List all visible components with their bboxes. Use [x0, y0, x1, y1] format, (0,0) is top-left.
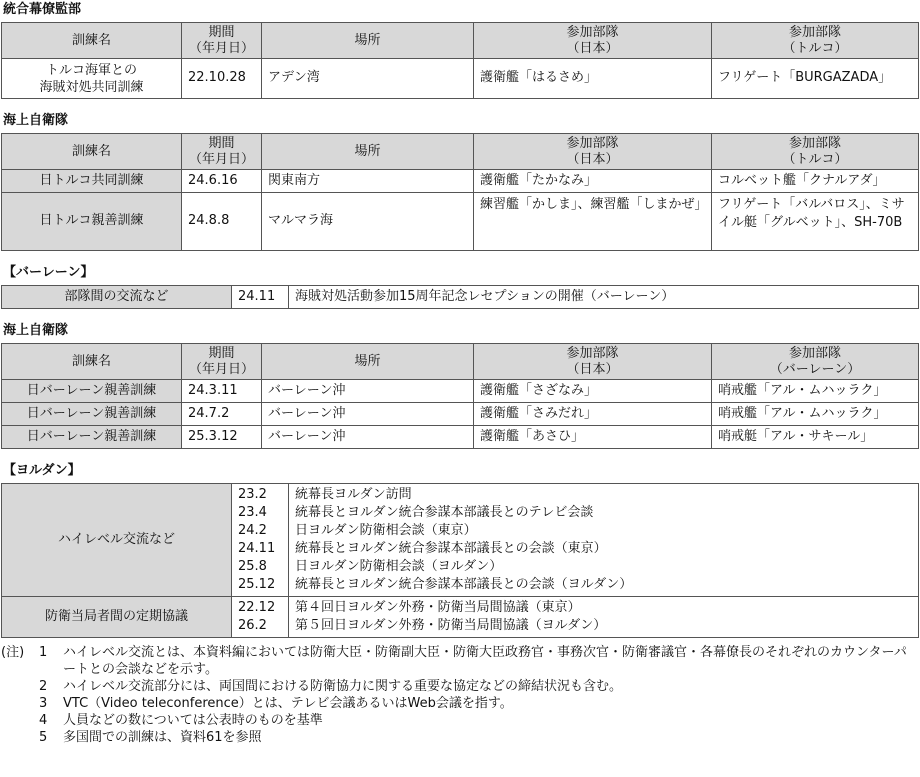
notes-head: (注)	[1, 645, 25, 660]
header-period: 期間 （年月日）	[182, 344, 262, 380]
note-text: VTC（Video teleconference）とは、テレビ会議あるいはWeb会議を指す。	[63, 696, 513, 711]
training-place: マルマラ海	[262, 193, 474, 251]
exchange-date: 25.8	[238, 559, 267, 574]
note-text: 人員などの数については公表時のものを基準	[63, 713, 323, 728]
section-title-bahrain: 【バーレーン】	[3, 265, 94, 280]
unit-partner: コルベット艦「クナルアダ」	[712, 170, 919, 193]
header-training-name: 訓練名	[2, 23, 182, 59]
section-title-joint-staff: 統合幕僚監部	[3, 2, 82, 17]
training-place: バーレーン沖	[262, 403, 474, 426]
training-date: 22.10.28	[182, 59, 262, 99]
table-row	[2, 59, 919, 99]
section-title-msdf-bahrain: 海上自衛隊	[3, 323, 69, 338]
header-training-name: 訓練名	[2, 344, 182, 380]
table-bahrain-exchange	[1, 285, 919, 309]
table-row	[2, 193, 919, 251]
note-number: 5	[39, 730, 48, 745]
header-unit-japan: 参加部隊 （日本）	[474, 23, 712, 59]
note-text: ハイレベル交流部分には、両国間における防衛協力に関する重要な協定などの締結状況も含む。	[63, 679, 623, 694]
exchange-text: 統幕長ヨルダン訪問	[295, 487, 412, 502]
table-row	[2, 426, 919, 449]
table-row	[2, 170, 919, 193]
note-item	[1, 695, 919, 712]
unit-partner: 哨戒艇「アル・サキール」	[712, 426, 919, 449]
training-date: 24.7.2	[182, 403, 262, 426]
table-turkey-msdf	[1, 133, 919, 251]
exchange-date: 23.4	[238, 505, 267, 520]
exchange-date: 26.2	[238, 618, 267, 633]
exchange-date: 24.11	[238, 541, 276, 556]
section-title-msdf-turkey: 海上自衛隊	[3, 113, 69, 128]
exchange-texts	[289, 597, 919, 638]
note-item	[1, 712, 919, 729]
note-number: 3	[39, 696, 48, 711]
exchange-text: 統幕長とヨルダン統合参謀本部議長とのテレビ会談	[295, 505, 594, 520]
table-row	[2, 484, 919, 597]
training-place: バーレーン沖	[262, 380, 474, 403]
unit-partner: 哨戒艦「アル・ムハッラク」	[712, 403, 919, 426]
exchange-text: 日ヨルダン防衛相会談（東京）	[295, 523, 477, 538]
training-name: 日バーレーン親善訓練	[2, 426, 182, 449]
unit-japan: 護衛艦「さざなみ」	[474, 380, 712, 403]
exchange-date: 24.11	[232, 286, 289, 309]
table-bahrain-msdf	[1, 343, 919, 449]
table-row	[2, 403, 919, 426]
training-date: 24.6.16	[182, 170, 262, 193]
note-item	[1, 644, 919, 678]
unit-japan: 護衛艦「はるさめ」	[474, 59, 712, 99]
training-name: トルコ海軍との 海賊対処共同訓練	[2, 59, 182, 99]
exchange-date: 24.2	[238, 523, 267, 538]
header-training-name: 訓練名	[2, 134, 182, 170]
table-jordan-exchange	[1, 483, 919, 638]
exchange-date: 23.2	[238, 487, 267, 502]
header-unit-partner: 参加部隊 （トルコ）	[712, 23, 919, 59]
training-name: 日バーレーン親善訓練	[2, 380, 182, 403]
note-number: 2	[39, 679, 48, 694]
table-row	[2, 597, 919, 638]
training-date: 25.3.12	[182, 426, 262, 449]
training-name: 日トルコ親善訓練	[2, 193, 182, 251]
header-unit-partner: 参加部隊 （バーレーン）	[712, 344, 919, 380]
table-row	[2, 380, 919, 403]
exchange-category: 防衛当局者間の定期協議	[2, 597, 232, 638]
header-place: 場所	[262, 134, 474, 170]
unit-japan: 護衛艦「たかなみ」	[474, 170, 712, 193]
training-place: バーレーン沖	[262, 426, 474, 449]
exchange-text: 第４回日ヨルダン外務・防衛当局間協議（東京）	[295, 600, 581, 615]
note-text: ハイレベル交流とは、本資料編においては防衛大臣・防衛副大臣・防衛大臣政務官・事務次官・防衛審議官・各幕僚長のそれぞれのカウンターパートとの会談などを示す。	[63, 645, 907, 677]
training-place: 関東南方	[262, 170, 474, 193]
training-place: アデン湾	[262, 59, 474, 99]
unit-partner: 哨戒艦「アル・ムハッラク」	[712, 380, 919, 403]
header-period: 期間 （年月日）	[182, 134, 262, 170]
section-title-jordan: 【ヨルダン】	[3, 463, 81, 478]
exchange-texts	[289, 484, 919, 597]
unit-partner: フリゲート「バルバロス」、ミサイル艇「グルベット」、SH-70B	[712, 193, 919, 251]
training-date: 24.8.8	[182, 193, 262, 251]
note-number: 4	[39, 713, 48, 728]
exchange-dates	[232, 597, 289, 638]
unit-partner: フリゲート「BURGAZADA」	[712, 59, 919, 99]
exchange-text: 海賊対処活動参加15周年記念レセプションの開催（バーレーン）	[289, 286, 919, 309]
header-unit-partner: 参加部隊 （トルコ）	[712, 134, 919, 170]
notes	[1, 644, 919, 746]
header-unit-japan: 参加部隊 （日本）	[474, 134, 712, 170]
exchange-text: 統幕長とヨルダン統合参謀本部議長との会談（ヨルダン）	[295, 577, 633, 592]
table-row	[2, 286, 919, 309]
unit-japan: 練習艦「かしま」、練習艦「しまかぜ」	[474, 193, 712, 251]
note-item	[1, 678, 919, 695]
exchange-date: 25.12	[238, 577, 276, 592]
header-unit-japan: 参加部隊 （日本）	[474, 344, 712, 380]
unit-japan: 護衛艦「さみだれ」	[474, 403, 712, 426]
header-period: 期間 （年月日）	[182, 23, 262, 59]
note-number: 1	[39, 645, 48, 660]
table-turkey-joint-staff	[1, 22, 919, 99]
training-name: 日トルコ共同訓練	[2, 170, 182, 193]
unit-japan: 護衛艦「あさひ」	[474, 426, 712, 449]
note-item	[1, 729, 919, 746]
training-date: 24.3.11	[182, 380, 262, 403]
note-text: 多国間での訓練は、資料61を参照	[63, 730, 262, 745]
header-place: 場所	[262, 23, 474, 59]
exchange-text: 第５回日ヨルダン外務・防衛当局間協議（ヨルダン）	[295, 618, 607, 633]
header-place: 場所	[262, 344, 474, 380]
exchange-category: 部隊間の交流など	[2, 286, 232, 309]
exchange-category: ハイレベル交流など	[2, 484, 232, 597]
training-name: 日バーレーン親善訓練	[2, 403, 182, 426]
exchange-date: 22.12	[238, 600, 276, 615]
exchange-text: 日ヨルダン防衛相会談（ヨルダン）	[295, 559, 503, 574]
exchange-text: 統幕長とヨルダン統合参謀本部議長との会談（東京）	[295, 541, 607, 556]
exchange-dates	[232, 484, 289, 597]
